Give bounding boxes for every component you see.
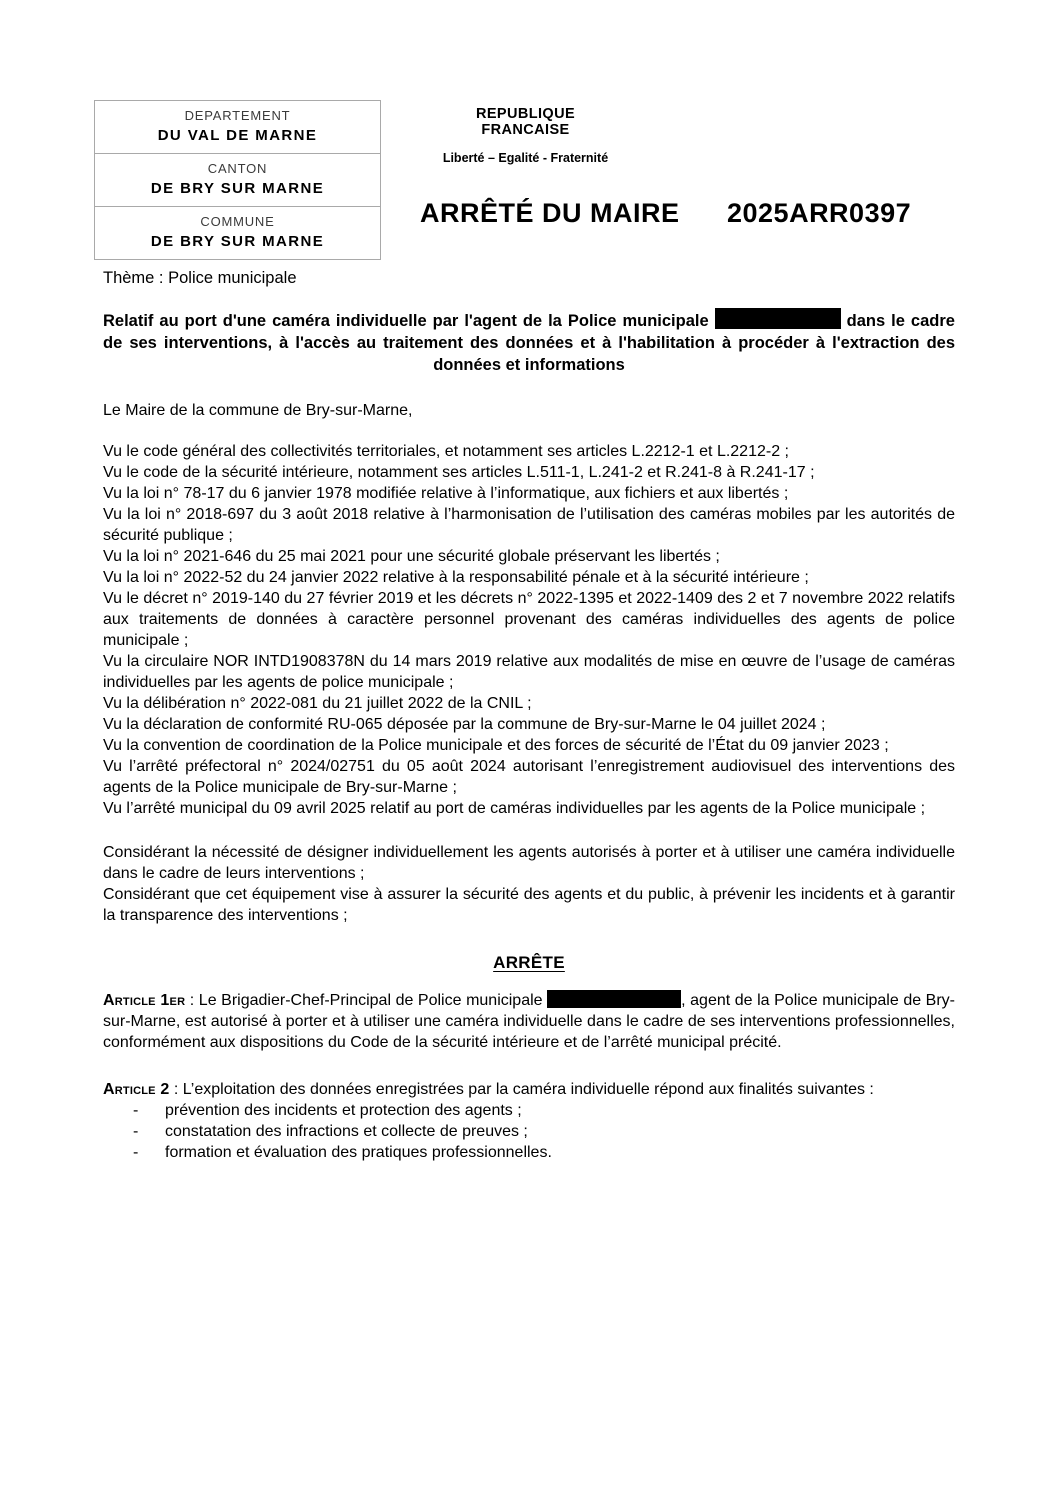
visa-paragraph-6: Vu le décret n° 2019-140 du 27 février 2019 et les décrets n° 2022-1395 et 2022-1409 des 2 et 7 novembre 2022 relatifs aux traitements de données à caractère personnel provenant des caméras individuelles des agents de police municipale ;	[103, 590, 955, 649]
bullet-item	[103, 1121, 955, 1142]
considerant-paragraph-1: Considérant que cet équipement vise à assurer la sécurité des agents et du public, à prévenir les incidents et à garantir la transparence des interventions ;	[103, 886, 955, 924]
subject-paragraph	[103, 308, 955, 376]
document-number: 2025ARR0397	[727, 198, 912, 228]
article-2-text: : L’exploitation des données enregistrées par la caméra individuelle répond aux finalités suivantes :	[173, 1081, 874, 1098]
article-2-paragraph	[103, 1079, 955, 1100]
article-1-text-before: : Le Brigadier-Chef-Principal de Police municipale	[189, 992, 543, 1009]
visa-paragraph-7: Vu la circulaire NOR INTD1908378N du 14 mars 2019 relative aux modalités de mise en œuvre de l’usage de caméras individuelles par les agents de police municipale ;	[103, 653, 955, 691]
arrete-heading-text: ARRÊTE	[493, 953, 565, 972]
departement-label: DEPARTEMENT	[184, 108, 291, 123]
redaction-box-subject	[715, 308, 841, 329]
republic-motto: Liberté – Egalité - Fraternité	[442, 151, 609, 165]
article-1-paragraph	[103, 990, 955, 1053]
visa-paragraph-8: Vu la délibération n° 2022-081 du 21 juillet 2022 de la CNIL ;	[103, 695, 532, 712]
subject-text-before: Relatif au port d'une caméra individuelle par l'agent de la Police municipale	[103, 312, 709, 330]
considerant-paragraph-0: Considérant la nécessité de désigner individuellement les agents autorisés à porter et à utiliser une caméra individuelle dans le cadre de leurs interventions ;	[103, 844, 955, 882]
theme-line: Thème : Police municipale	[103, 269, 297, 287]
admin-box	[94, 100, 381, 260]
visa-paragraph-9: Vu la déclaration de conformité RU-065 déposée par la commune de Bry-sur-Marne le 04 juillet 2024 ;	[103, 716, 826, 733]
visa-paragraph-12: Vu l’arrêté municipal du 09 avril 2025 relatif au port de caméras individuelles par les agents de la Police municipale ;	[103, 800, 926, 817]
redaction-box-article-1	[547, 990, 681, 1008]
visa-paragraph-10: Vu la convention de coordination de la Police municipale et des forces de sécurité de l’État du 09 janvier 2023 ;	[103, 737, 889, 754]
bullet-text: constatation des infractions et collecte de preuves ;	[165, 1123, 528, 1140]
arrete-heading	[103, 952, 955, 973]
opening-line: Le Maire de la commune de Bry-sur-Marne,	[103, 402, 413, 419]
visa-paragraph-2: Vu la loi n° 78-17 du 6 janvier 1978 modifiée relative à l’informatique, aux fichiers et aux libertés ;	[103, 485, 789, 502]
document-body	[103, 268, 955, 1163]
article-2-label: Article 2	[103, 1081, 170, 1098]
commune-value: DE BRY SUR MARNE	[150, 233, 325, 250]
visa-paragraph-0: Vu le code général des collectivités territoriales, et notamment ses articles L.2212-1 et L.2212-2 ;	[103, 443, 789, 460]
bullet-item	[103, 1100, 955, 1121]
article-2-bullet-list	[103, 1100, 955, 1163]
document-title: ARRÊTÉ DU MAIRE	[420, 198, 680, 228]
bullet-text: formation et évaluation des pratiques professionnelles.	[165, 1144, 552, 1161]
departement-value: DU VAL DE MARNE	[157, 127, 318, 144]
admin-row-departement	[95, 101, 380, 153]
visa-paragraph-4: Vu la loi n° 2021-646 du 25 mai 2021 pour une sécurité globale préservant les libertés ;	[103, 548, 720, 565]
visas-section	[103, 441, 955, 819]
visa-paragraph-1: Vu le code de la sécurité intérieure, notamment ses articles L.511-1, L.241-2 et R.241-8 à R.241-17 ;	[103, 464, 815, 481]
republic-title: REPUBLIQUE FRANCAISE	[475, 106, 576, 138]
canton-value: DE BRY SUR MARNE	[150, 180, 325, 197]
visa-paragraph-11: Vu l’arrêté préfectoral n° 2024/02751 du 05 août 2024 autorisant l’enregistrement audiovisuel des interventions des agents de la Police municipale de Bry-sur-Marne ;	[103, 758, 955, 796]
canton-label: CANTON	[207, 161, 268, 176]
commune-label: COMMUNE	[200, 214, 275, 229]
admin-row-commune	[95, 206, 380, 259]
bullet-text: prévention des incidents et protection des agents ;	[165, 1102, 522, 1119]
bullet-dash: -	[133, 1144, 139, 1161]
visa-paragraph-3: Vu la loi n° 2018-697 du 3 août 2018 relative à l’harmonisation de l’utilisation des caméras mobiles par les autorités de sécurité publique ;	[103, 506, 955, 544]
bullet-item	[103, 1142, 955, 1163]
bullet-dash: -	[133, 1123, 139, 1140]
admin-row-canton	[95, 153, 380, 206]
article-1-text-after: , agent de la Police municipale de Bry-sur-Marne, est autorisé à porter et à utiliser une caméra individuelle dans le cadre de ses interventions professionnelles, conformément aux dispositions du Code de la sécurité intérieure et de l’arrêté municipal précité.	[103, 992, 956, 1051]
visa-paragraph-5: Vu la loi n° 2022-52 du 24 janvier 2022 relative à la responsabilité pénale et à la sécurité intérieure ;	[103, 569, 809, 586]
considerants-section	[103, 842, 955, 926]
subject-text-after: dans le cadre de ses interventions, à l'accès au traitement des données et à l'habilitation à procéder à l'extraction des données et informations	[103, 312, 955, 374]
bullet-dash: -	[133, 1102, 139, 1119]
article-1-label: Article 1er	[103, 992, 186, 1009]
